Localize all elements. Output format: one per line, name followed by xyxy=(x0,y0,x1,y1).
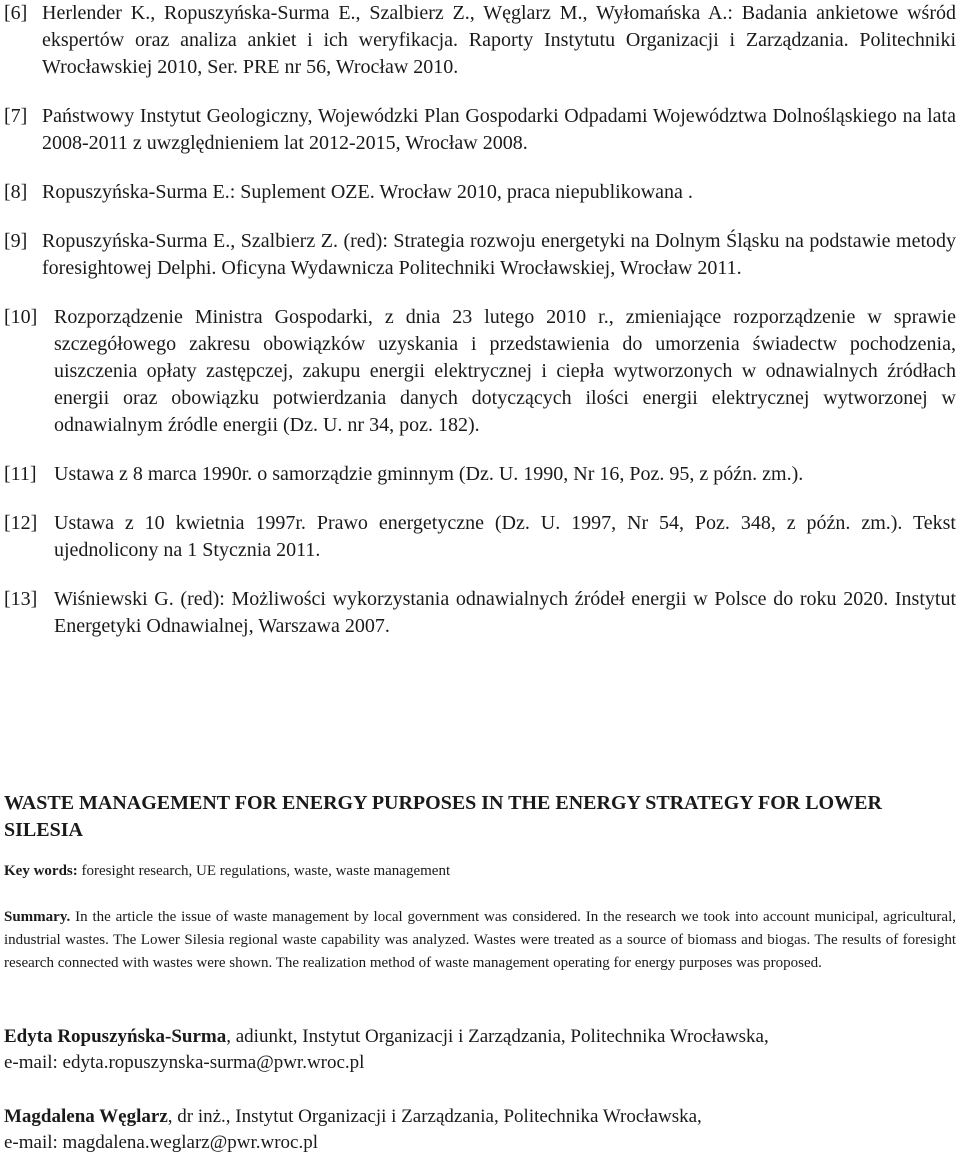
reference-number: [12] xyxy=(4,512,38,534)
reference-number: [8] xyxy=(4,181,28,203)
references-list xyxy=(4,0,956,640)
reference-text: Ustawa z 8 marca 1990r. o samorządzie gminnym (Dz. U. 1990, Nr 16, Poz. 95, z późn. zm.). xyxy=(54,463,804,485)
author-email: e-mail: edyta.ropuszynska-surma@pwr.wroc.pl xyxy=(4,1052,365,1073)
reference-item xyxy=(4,510,956,564)
reference-item xyxy=(4,461,956,488)
reference-item xyxy=(4,304,956,439)
english-title: WASTE MANAGEMENT FOR ENERGY PURPOSES IN THE ENERGY STRATEGY FOR LOWER SILESIA xyxy=(4,792,882,841)
reference-number: [13] xyxy=(4,588,38,610)
reference-text: Wiśniewski G. (red): Możliwości wykorzystania odnawialnych źródeł energii w Polsce do roku 2020. Instytut Energetyki Odnawialnej, Warszawa 2007. xyxy=(54,588,956,637)
reference-text: Ropuszyńska-Surma E.: Suplement OZE. Wrocław 2010, praca niepublikowana . xyxy=(42,181,693,203)
reference-number: [11] xyxy=(4,463,37,485)
author-name: Magdalena Węglarz xyxy=(4,1106,168,1127)
reference-number: [10] xyxy=(4,306,38,328)
reference-item xyxy=(4,586,956,640)
page xyxy=(4,0,956,1153)
reference-item xyxy=(4,228,956,282)
reference-number: [6] xyxy=(4,2,28,24)
summary xyxy=(4,906,956,975)
author-affiliation: , dr inż., Instytut Organizacji i Zarządzania, Politechnika Wrocławska, xyxy=(167,1106,702,1127)
reference-text: Herlender K., Ropuszyńska-Surma E., Szalbierz Z., Węglarz M., Wyłomańska A.: Badania ankietowe wśród ekspertów oraz analiza ankiet i ich weryfikacja. Raporty Instytutu Organizacji i Zarządzania. Politechniki Wrocławskiej 2010, Ser. PRE nr 56, Wrocław 2010. xyxy=(42,2,956,78)
author-email: e-mail: magdalena.weglarz@pwr.wroc.pl xyxy=(4,1132,318,1153)
summary-label: Summary. xyxy=(4,909,71,925)
keywords xyxy=(4,861,450,881)
reference-item xyxy=(4,103,956,157)
reference-item xyxy=(4,0,956,81)
reference-text: Państwowy Instytut Geologiczny, Wojewódzki Plan Gospodarki Odpadami Województwa Dolnośląskiego na lata 2008-2011 z uwzględnieniem lat 2012-2015, Wrocław 2008. xyxy=(42,105,956,154)
reference-text: Ropuszyńska-Surma E., Szalbierz Z. (red): Strategia rozwoju energetyki na Dolnym Śląsku na podstawie metody foresightowej Delphi. Oficyna Wydawnicza Politechniki Wrocławskiej, Wrocław 2011. xyxy=(42,230,956,279)
author-name: Edyta Ropuszyńska-Surma xyxy=(4,1026,227,1047)
reference-number: [7] xyxy=(4,105,28,127)
keywords-label: Key words: xyxy=(4,863,78,879)
author-info xyxy=(4,1024,956,1076)
reference-text: Ustawa z 10 kwietnia 1997r. Prawo energetyczne (Dz. U. 1997, Nr 54, Poz. 348, z późn. zm.). Tekst ujednolicony na 1 Stycznia 2011. xyxy=(54,512,956,561)
keywords-text: foresight research, UE regulations, waste, waste management xyxy=(77,863,451,879)
reference-item xyxy=(4,179,956,206)
author-affiliation: , adiunkt, Instytut Organizacji i Zarządzania, Politechnika Wrocławska, xyxy=(226,1026,769,1047)
reference-text: Rozporządzenie Ministra Gospodarki, z dnia 23 lutego 2010 r., zmieniające rozporządzenie w sprawie szczegółowego zakresu obowiązków uzyskania i przedstawienia do umorzenia świadectw pochodzenia, uiszczenia opłaty zastępczej, zakupu energii elektrycznej i ciepła wytworzonych w odnawialnych źródłach energii oraz obowiązku potwierdzania danych dotyczących ilości energii elektrycznej wytworzonej w odnawialnym źródle energii (Dz. U. nr 34, poz. 182). xyxy=(54,306,956,436)
summary-text: In the article the issue of waste management by local government was considered. In the research we took into account municipal, agricultural, industrial wastes. The Lower Silesia regional waste capability was analyzed. Wastes were treated as a source of biomass and biogas. The results of foresight research connected with wastes were shown. The realization method of waste management operating for energy purposes was proposed. xyxy=(4,909,956,971)
author-info xyxy=(4,1104,956,1156)
reference-number: [9] xyxy=(4,230,28,252)
